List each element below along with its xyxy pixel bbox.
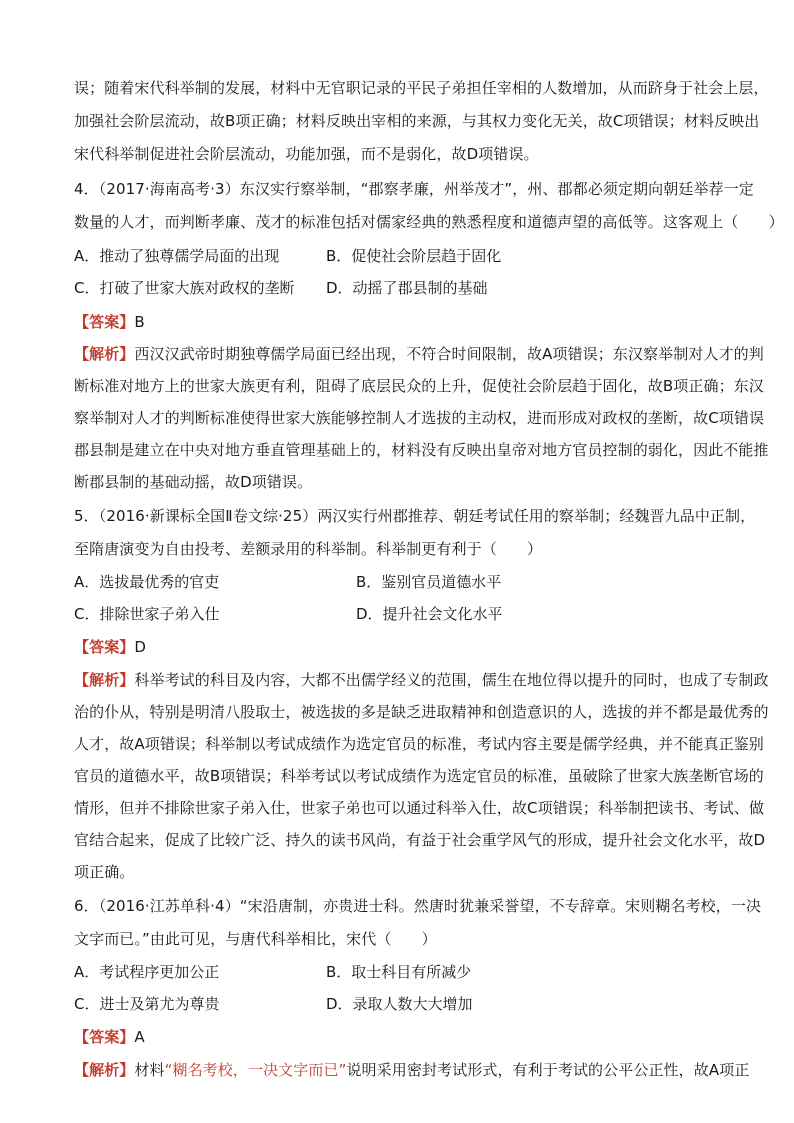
analysis-text: 官结合起来，促成了比较广泛、持久的读书风尚，有益于社会重学风气的形成，提升社会文化水平，故D [74, 831, 766, 849]
text-line: 加强社会阶层流动，故B项正确；材料反映出宰相的来源，与其权力变化无关，故C项错误；材料反映出 [74, 112, 760, 130]
analysis-text: 断标准对地方上的世家大族更有利，阻碍了底层民众的上升，促使社会阶层趋于固化，故B项正确；东汉 [74, 377, 764, 395]
analysis-text: 说明采用密封考试形式，有利于考试的公平公正性，故A项正 [346, 1061, 750, 1079]
analysis-line [74, 670, 769, 690]
answer-tag: 【答案】 [74, 1028, 135, 1046]
analysis-tag: 【解析】 [74, 671, 135, 689]
question-5-stem: 至隋唐演变为自由投考、差额录用的科举制。科举制更有利于（ ） [74, 540, 543, 558]
analysis-text: 人才，故A项错误；科举制以考试成绩作为选定官员的标准，考试内容主要是儒学经典，并不能真正鉴别 [74, 735, 764, 753]
answer-line [74, 1027, 145, 1047]
question-4-stem: 4．（2017·海南高考·3）东汉实行察举制，“郡察孝廉，州举茂才”，州、郡都必须定期向朝廷举荐一定 [74, 180, 754, 198]
option-c: C．排除世家子弟入仕 [74, 605, 220, 623]
analysis-tag: 【解析】 [74, 345, 135, 363]
text-line: 误；随着宋代科举制的发展，材料中无官职记录的平民子弟担任宰相的人数增加，从而跻身于社会上层， [74, 79, 769, 97]
answer-tag: 【答案】 [74, 638, 135, 656]
text-line: 宋代科举制促进社会阶层流动，功能加强，而不是弱化，故D项错误。 [74, 145, 539, 163]
analysis-tag: 【解析】 [74, 1061, 135, 1079]
question-6-stem: 文字而已。”由此可见，与唐代科举相比，宋代（ ） [74, 930, 437, 948]
answer-line [74, 312, 145, 332]
question-6-stem: 6．（2016·江苏单科·4）“宋沿唐制，亦贵进士科。然唐时犹兼采誉望，不专辞章。宋则糊名考校，一决 [74, 897, 762, 915]
question-4-stem: 数量的人才，而判断孝廉、茂才的标准包括对儒家经典的熟悉程度和道德声望的高低等。这客观上（ ） [74, 213, 784, 231]
option-c: C．打破了世家大族对政权的垄断 [74, 279, 295, 297]
analysis-text: 断郡县制的基础动摇，故D项错误。 [74, 473, 313, 491]
option-b: B．鉴别官员道德水平 [356, 573, 502, 591]
analysis-text: 郡县制是建立在中央对地方垂直管理基础上的，材料没有反映出皇帝对地方官员控制的弱化，因此不能推 [74, 441, 769, 459]
answer-tag: 【答案】 [74, 313, 135, 331]
analysis-quote: “糊名考校，一决文字而已” [164, 1061, 347, 1079]
analysis-line [74, 1060, 749, 1080]
option-d: D．提升社会文化水平 [356, 605, 503, 623]
option-d: D．动摇了郡县制的基础 [326, 279, 488, 297]
option-c: C．进士及第尤为尊贵 [74, 995, 220, 1013]
option-a: A．考试程序更加公正 [74, 963, 220, 981]
analysis-text: 情形，但并不排除世家子弟入仕，世家子弟也可以通过科举入仕，故C项错误；科举制把读书、考试、做 [74, 799, 765, 817]
option-a: A．选拔最优秀的官吏 [74, 573, 220, 591]
analysis-line [74, 344, 764, 364]
option-d: D．录取人数大大增加 [326, 995, 473, 1013]
question-5-stem: 5．（2016·新课标全国Ⅱ卷文综·25）两汉实行州郡推荐、朝廷考试任用的察举制；经魏晋九品中正制， [74, 507, 756, 525]
analysis-text: 治的仆从，特别是明清八股取士，被选拔的多是缺乏进取精神和创造意识的人，选拔的并不都是最优秀的 [74, 703, 769, 721]
analysis-text: 项正确。 [74, 863, 135, 881]
option-a: A．推动了独尊儒学局面的出现 [74, 247, 280, 265]
option-b: B．取士科目有所减少 [326, 963, 472, 981]
analysis-text: 西汉汉武帝时期独尊儒学局面已经出现，不符合时间限制，故A项错误；东汉察举制对人才的判 [134, 345, 764, 363]
answer-line [74, 637, 146, 657]
answer-value: A [134, 1028, 145, 1046]
analysis-text: 官员的道德水平，故B项错误；科举考试以考试成绩作为选定官员的标准，虽破除了世家大族垄断官场的 [74, 767, 764, 785]
analysis-text: 科举考试的科目及内容，大都不出儒学经义的范围，儒生在地位得以提升的同时，也成了专制政 [134, 671, 769, 689]
analysis-text: 材料 [134, 1061, 165, 1079]
option-b: B．促使社会阶层趋于固化 [326, 247, 502, 265]
answer-value: D [134, 638, 147, 656]
answer-value: B [134, 313, 145, 331]
analysis-text: 察举制对人才的判断标准使得世家大族能够控制人才选拔的主动权，进而形成对政权的垄断，故C项错误 [74, 409, 765, 427]
